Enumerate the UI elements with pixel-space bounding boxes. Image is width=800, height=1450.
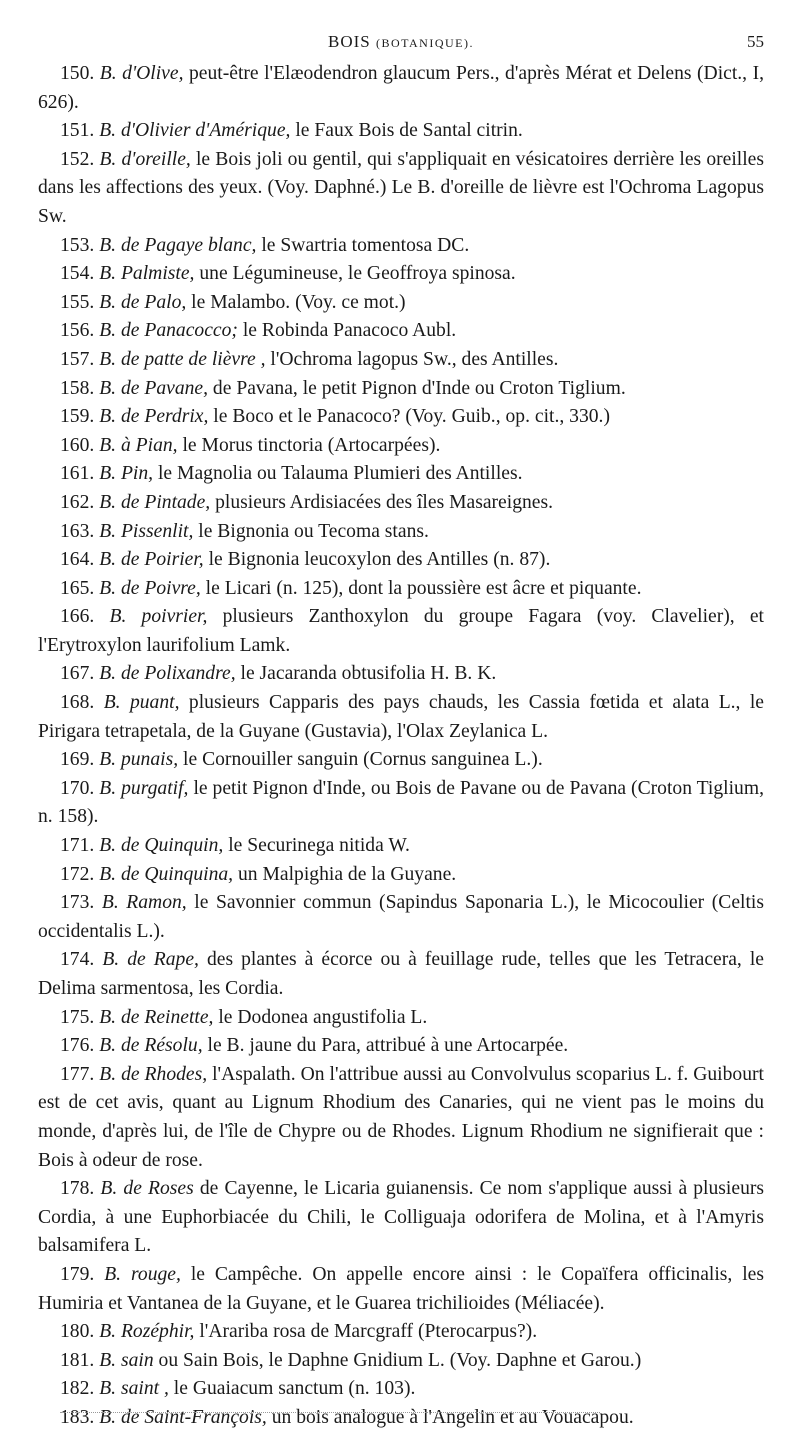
entry-description: le petit Pignon d'Inde, ou Bois de Pavane ou de Pavana (Croton Tiglium, n. 158). bbox=[38, 777, 764, 828]
entry-description: le Savonnier commun (Sapindus Saponaria L.), le Micocoulier (Celtis occidentalis L.). bbox=[38, 892, 764, 942]
entry bbox=[38, 603, 764, 660]
entry-number: 150. bbox=[60, 63, 95, 84]
entry-description: le Robinda Panacoco Aubl. bbox=[242, 320, 457, 342]
entry-headword: B. purgatif, bbox=[99, 777, 189, 799]
entry-headword: B. de Quinquina, bbox=[99, 863, 234, 885]
entry-description: peut-être l'Elæodendron glaucum Pers., d'après Mérat et Delens (Dict., I, 626). bbox=[38, 63, 764, 113]
entry-description: le Bignonia ou Tecoma stans. bbox=[198, 520, 429, 542]
entry-number: 155. bbox=[60, 291, 95, 313]
entry-description: l'Ochroma lagopus Sw., des Antilles. bbox=[270, 348, 559, 370]
entry-description: le Malambo. (Voy. ce mot.) bbox=[191, 291, 406, 313]
entry bbox=[38, 1032, 764, 1061]
entry-number: 161. bbox=[60, 463, 95, 485]
entry-description: plusieurs Ardisiacées des îles Masareignes. bbox=[215, 491, 554, 513]
entry bbox=[38, 1175, 764, 1261]
entry-headword: B. Ramon, bbox=[101, 892, 187, 914]
entry bbox=[38, 575, 764, 604]
entry-number: 180. bbox=[60, 1321, 95, 1343]
entry bbox=[38, 432, 764, 461]
entry-number: 167. bbox=[60, 663, 95, 685]
entry bbox=[38, 1375, 764, 1404]
running-title-main: BOIS bbox=[327, 32, 371, 51]
entry bbox=[38, 317, 764, 346]
entry-headword: B. Rozéphir, bbox=[99, 1321, 195, 1343]
entry-description: le Boco et le Panacoco? (Voy. Guib., op. cit., 330.) bbox=[213, 406, 610, 428]
entry-list bbox=[38, 60, 764, 1433]
entry bbox=[38, 689, 764, 746]
entry-headword: B. de Pavane, bbox=[99, 377, 209, 399]
entry bbox=[38, 1347, 764, 1376]
entry-description: le B. jaune du Para, attribué à une Artocarpée. bbox=[207, 1035, 569, 1057]
entry-number: 173. bbox=[60, 892, 95, 914]
entry-description: un bois analogue à l'Angelin et au Vouacapou. bbox=[271, 1406, 634, 1428]
entry-headword: B. puant, bbox=[103, 692, 180, 714]
entry-headword: B. saint , bbox=[99, 1378, 169, 1400]
page-number: 55 bbox=[747, 32, 764, 51]
entry bbox=[38, 832, 764, 861]
entry bbox=[38, 460, 764, 489]
entry-headword: B. de Rape, bbox=[102, 949, 199, 971]
entry bbox=[38, 861, 764, 890]
entry-description: des plantes à écorce ou à feuillage rude, telles que les Tetracera, le Delima sarmentosa, les Cordia. bbox=[38, 949, 765, 999]
entry-number: 166. bbox=[60, 606, 95, 628]
entry-headword: B. de Pintade, bbox=[99, 491, 211, 513]
entry-number: 152. bbox=[60, 148, 95, 170]
entry bbox=[38, 1318, 764, 1347]
entry bbox=[38, 289, 764, 318]
entry-number: 175. bbox=[60, 1006, 95, 1028]
entry-headword: B. de Pagaye blanc, bbox=[99, 234, 257, 256]
entry-number: 179. bbox=[60, 1263, 95, 1285]
entry-headword: B. de Palo, bbox=[99, 291, 187, 313]
entry-description: le Licari (n. 125), dont la poussière est âcre et piquante. bbox=[205, 577, 642, 599]
entry-headword: B. d'oreille, bbox=[99, 148, 191, 170]
entry-number: 181. bbox=[60, 1349, 95, 1371]
entry-number: 174. bbox=[60, 949, 95, 971]
entry-headword: B. de Reinette, bbox=[99, 1006, 214, 1028]
entry bbox=[38, 403, 764, 432]
entry-headword: B. punais, bbox=[99, 749, 179, 771]
entry-headword: B. Pin, bbox=[99, 463, 154, 485]
entry-description: le Cornouiller sanguin (Cornus sanguinea L.). bbox=[183, 749, 543, 771]
entry-headword: B. sain bbox=[99, 1349, 154, 1371]
entry-number: 159. bbox=[60, 406, 95, 428]
entry-description: le Swartria tomentosa DC. bbox=[261, 234, 470, 256]
entry-headword: B. poivrier, bbox=[109, 606, 208, 628]
entry bbox=[38, 775, 764, 832]
entry-number: 153. bbox=[60, 234, 95, 256]
entry-number: 162. bbox=[60, 491, 95, 513]
entry-number: 170. bbox=[60, 777, 95, 799]
entry-description: le Jacaranda obtusifolia H. B. K. bbox=[240, 663, 497, 685]
entry-number: 164. bbox=[60, 549, 95, 571]
entry-number: 151. bbox=[60, 120, 95, 142]
entry bbox=[38, 746, 764, 775]
entry-description: plusieurs Capparis des pays chauds, les Cassia fœtida et alata L., le Pirigara tetrapetala, de la Guyane (Gustavia), l'Olax Zeylanica L. bbox=[38, 692, 764, 742]
entry-headword: B. Pissenlit, bbox=[99, 520, 194, 542]
entry-description: l'Arariba rosa de Marcgraff (Pterocarpus?). bbox=[199, 1321, 538, 1343]
entry-headword: B. à Pian, bbox=[99, 434, 178, 456]
entry-headword: B. de Quinquin, bbox=[99, 835, 224, 857]
entry bbox=[38, 117, 764, 146]
entry-number: 163. bbox=[60, 520, 95, 542]
entry-number: 154. bbox=[60, 263, 95, 285]
entry-headword: B. de Saint-François, bbox=[99, 1406, 267, 1428]
entry-description: le Bois joli ou gentil, qui s'appliquait en vésicatoires derrière les oreilles dans les affections des yeux. (Voy. Daphné.) Le B. d'oreille de lièvre est l'Ochroma Lagopus Sw. bbox=[38, 148, 764, 227]
running-title-subtitle: (BOTANIQUE). bbox=[375, 36, 474, 50]
entry-description: de Pavana, le petit Pignon d'Inde ou Croton Tiglium. bbox=[212, 377, 626, 399]
entry-number: 157. bbox=[60, 348, 95, 370]
entry-number: 183. bbox=[60, 1406, 95, 1428]
entry-headword: B. de Panacocco; bbox=[99, 320, 238, 342]
entry bbox=[38, 1061, 764, 1175]
entry-headword: B. de Résolu, bbox=[99, 1035, 203, 1057]
entry-description: l'Aspalath. On l'attribue aussi au Convolvulus scoparius L. f. Guibourt est de cet avis, quant au Lignum Rhodium des Canaries, qui ne vient pas le moins du monde, d'après lui, de l'île de Chypre ou de Rhodes. Lignum Rhodium ne signifierait que : Bois à odeur de rose. bbox=[38, 1063, 764, 1171]
entry-number: 168. bbox=[60, 692, 95, 714]
running-title bbox=[38, 32, 764, 52]
entry-number: 160. bbox=[60, 434, 95, 456]
entry bbox=[38, 146, 764, 232]
entry-headword: B. Palmiste, bbox=[99, 263, 195, 285]
entry bbox=[38, 346, 764, 375]
entry-number: 171. bbox=[60, 835, 95, 857]
entry-headword: B. rouge, bbox=[104, 1263, 181, 1285]
entry bbox=[38, 518, 764, 547]
entry-number: 158. bbox=[60, 377, 95, 399]
entry-number: 177. bbox=[60, 1063, 95, 1085]
entry-headword: B. d'Olivier d'Amérique, bbox=[99, 120, 291, 142]
entry bbox=[38, 546, 764, 575]
entry-headword: B. d'Olive, bbox=[99, 63, 184, 84]
entry-description: de Cayenne, le Licaria guianensis. Ce nom s'applique aussi à plusieurs Cordia, à une Euphorbiacée du Chili, le Colliguaja odorifera de Molina, et à l'Amyris balsamifera L. bbox=[38, 1178, 765, 1257]
entry-number: 176. bbox=[60, 1035, 95, 1057]
entry-description: le Campêche. On appelle encore ainsi : le Copaïfera officinalis, les Humiria et Vantanea de la Guyane, et le Guarea trichilioides (Méliacée). bbox=[38, 1263, 764, 1314]
entry-description: le Dodonea angustifolia L. bbox=[218, 1006, 428, 1028]
entry-description: le Magnolia ou Talauma Plumieri des Antilles. bbox=[157, 463, 523, 485]
entry-description: le Faux Bois de Santal citrin. bbox=[295, 120, 523, 142]
entry bbox=[38, 1261, 764, 1318]
entry-number: 156. bbox=[60, 320, 95, 342]
entry bbox=[38, 946, 764, 1003]
entry-description: une Légumineuse, le Geoffroya spinosa. bbox=[199, 263, 516, 285]
entry bbox=[38, 489, 764, 518]
entry-description: le Securinega nitida W. bbox=[228, 835, 410, 857]
entry bbox=[38, 889, 764, 946]
entry-headword: B. de Poirier, bbox=[99, 549, 204, 571]
bottom-divider bbox=[60, 1412, 600, 1413]
entry bbox=[38, 232, 764, 261]
entry-description: le Bignonia leucoxylon des Antilles (n. 87). bbox=[208, 549, 551, 571]
entry-headword: B. de Roses bbox=[100, 1178, 194, 1200]
entry bbox=[38, 60, 764, 117]
entry-headword: B. de patte de lièvre , bbox=[99, 348, 266, 370]
entry-number: 178. bbox=[60, 1178, 95, 1200]
entry bbox=[38, 375, 764, 404]
entry-number: 169. bbox=[60, 749, 95, 771]
entry-description: un Malpighia de la Guyane. bbox=[237, 863, 457, 885]
entry bbox=[38, 260, 764, 289]
entry-number: 172. bbox=[60, 863, 95, 885]
entry-number: 165. bbox=[60, 577, 95, 599]
entry-description: le Morus tinctoria (Artocarpées). bbox=[182, 434, 441, 456]
entry bbox=[38, 1404, 764, 1433]
entry-number: 182. bbox=[60, 1378, 95, 1400]
entry bbox=[38, 1004, 764, 1033]
entry-headword: B. de Poivre, bbox=[99, 577, 201, 599]
entry-headword: B. de Rhodes, bbox=[99, 1063, 208, 1085]
entry-headword: B. de Perdrix, bbox=[99, 406, 209, 428]
entry bbox=[38, 660, 764, 689]
entry-description: plusieurs Zanthoxylon du groupe Fagara (voy. Clavelier), et l'Erytroxylon laurifolium Lamk. bbox=[38, 606, 764, 656]
running-header bbox=[38, 26, 764, 60]
entry-description: le Guaiacum sanctum (n. 103). bbox=[173, 1378, 416, 1400]
entry-headword: B. de Polixandre, bbox=[99, 663, 236, 685]
entry-description: ou Sain Bois, le Daphne Gnidium L. (Voy. Daphne et Garou.) bbox=[158, 1349, 642, 1371]
